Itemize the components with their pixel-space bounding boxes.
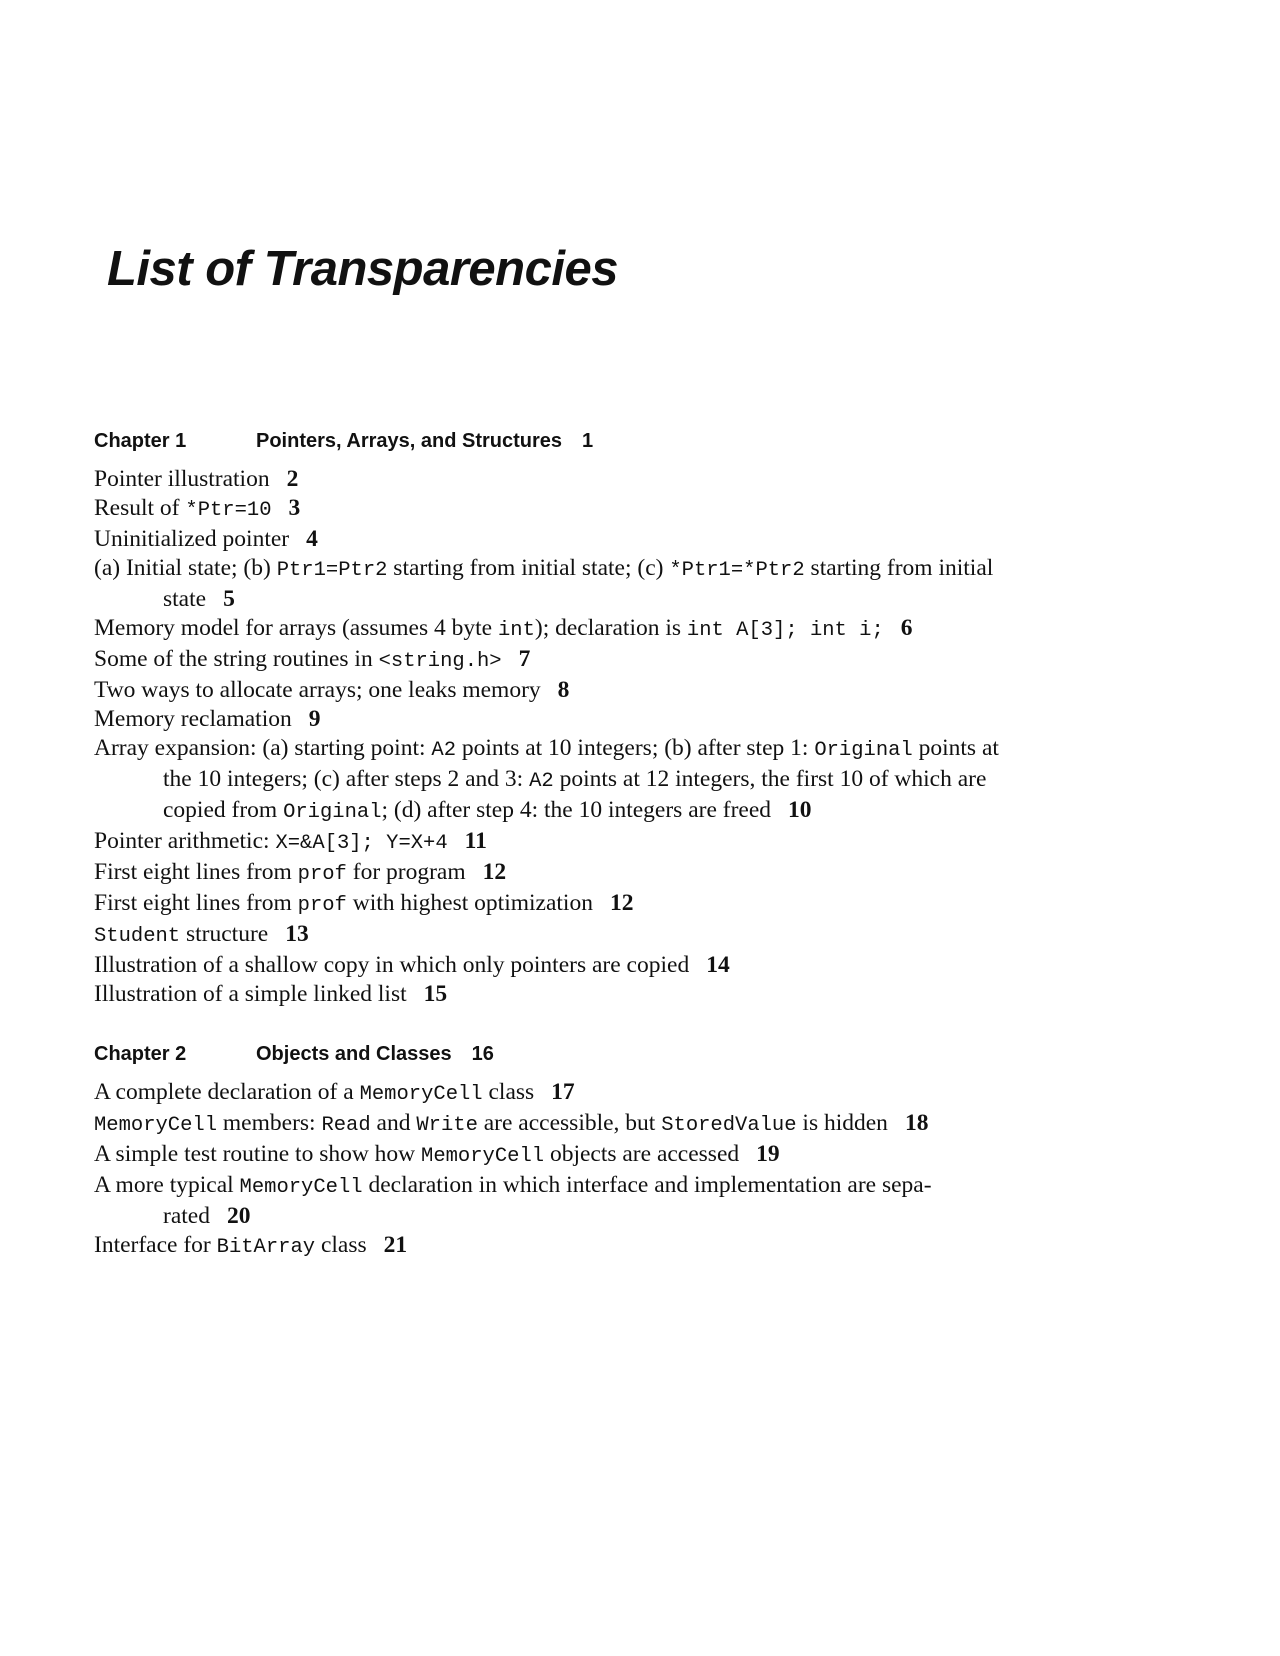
code-text: X=&A[3]; Y=X+4 [275,832,448,855]
entry-text: and [370,1110,417,1136]
list-item [94,465,1014,494]
entry-text: starting from initial state; (c) [387,555,670,581]
entry-text: First eight lines from [94,890,298,916]
list-item [94,889,1014,920]
page-number: 9 [308,706,321,732]
code-text: Original [814,739,913,762]
page-number: 13 [285,921,309,947]
page-number: 12 [482,859,507,885]
list-item [94,1171,1014,1231]
entry-text: Pointer illustration [94,466,270,492]
entry-text: (a) Initial state; (b) [94,555,277,581]
entry-text: Memory model for arrays (assumes 4 byte [94,615,498,641]
entry-text: Some of the string routines in [94,646,379,672]
code-text: int A[3]; int i; [686,619,884,642]
page-number: 10 [788,797,812,823]
code-text: *Ptr=10 [185,499,272,522]
page-number: 19 [756,1141,780,1167]
code-text: BitArray [216,1236,316,1259]
entry-text: Illustration of a shallow copy in which only pointers are copied [94,952,690,978]
chapter-title: Objects and Classes [256,1043,452,1065]
list-item [94,1109,1014,1140]
code-text: Read [321,1114,371,1137]
list-item [94,554,1014,614]
page-number: 7 [518,646,531,672]
list-item [94,734,1014,827]
entry-text: Memory reclamation [94,706,292,732]
entry-text: declaration in which interface and implementation are sepa-rated [163,1172,932,1229]
list-item [94,980,1014,1009]
page-number: 18 [904,1110,929,1136]
code-text: MemoryCell [239,1176,363,1199]
entry-text: points at 12 integers, the first 10 of which are copied from [163,766,987,823]
entry-text: points at the 10 integers; (c) after steps 2 and 3: [163,735,999,792]
list-item [94,1231,1014,1262]
page-number: 15 [423,981,448,1007]
page-number: 21 [383,1232,408,1258]
entry-text: is hidden [796,1110,888,1136]
entry-text: for program [346,859,466,885]
chapter-2-section [94,1040,1014,1262]
list-item [94,494,1014,525]
entry-text: ; (d) after step 4: the 10 integers are freed [381,797,772,823]
list-item [94,920,1014,951]
code-text: *Ptr1=*Ptr2 [669,559,805,582]
entry-text: class [315,1232,367,1258]
code-text: A2 [431,739,457,762]
code-text: A2 [529,770,554,793]
entry-text: with highest optimization [346,890,593,916]
page-title: List of Transparencies [107,242,618,296]
entry-text: objects are accessed [544,1141,740,1167]
page-number: 20 [226,1203,251,1229]
entry-text: Two ways to allocate arrays; one leaks memory [94,677,541,703]
entry-text: A more typical [94,1172,240,1198]
chapter-label: Chapter 2 [94,1043,187,1065]
entry-text: Array expansion: (a) starting point: [94,735,432,761]
list-item [94,525,1014,554]
entry-text: points at 10 integers; (b) after step 1: [456,735,815,761]
entry-text: A complete declaration of a [94,1079,360,1105]
page-number: 4 [306,526,318,552]
page-number: 6 [900,615,913,641]
list-item [94,951,1014,980]
page-number: 14 [706,952,730,978]
code-text: Student [94,925,181,948]
transparency-list [94,465,1014,1009]
entry-text: ); declaration is [534,615,687,641]
chapter-title: Pointers, Arrays, and Structures [256,430,563,452]
page-number: 11 [464,828,487,854]
code-text: StoredValue [661,1114,797,1137]
list-item [94,645,1014,676]
chapter-1-section [94,427,1014,1009]
chapter-page-number: 1 [582,430,594,452]
page-number: 17 [551,1079,575,1105]
entry-text: Result of [94,495,186,521]
list-item [94,705,1014,734]
entry-text: Interface for [94,1232,217,1258]
list-item [94,614,1014,645]
code-text: prof [297,863,347,886]
transparency-list [94,1078,1014,1262]
code-text: MemoryCell [94,1114,218,1137]
page-number: 8 [557,677,570,703]
list-item [94,1078,1014,1109]
entry-text: Illustration of a simple linked list [94,981,407,1007]
list-item [94,676,1014,705]
entry-text: First eight lines from [94,859,298,885]
entry-text: class [482,1079,535,1105]
page-number: 2 [286,466,299,492]
list-item [94,827,1014,858]
entry-text: are accessible, but [477,1110,662,1136]
code-text: MemoryCell [421,1145,545,1168]
chapter-heading [94,1040,1014,1068]
chapter-page-number: 16 [471,1043,494,1065]
entry-text: starting from initial state [163,555,994,612]
entry-text: members: [217,1110,322,1136]
chapter-label: Chapter 1 [94,430,187,452]
entry-text: Pointer arithmetic: [94,828,276,854]
code-text: MemoryCell [359,1083,483,1106]
code-text: Original [283,801,382,824]
code-text: <string.h> [378,650,502,673]
page-number: 5 [223,586,235,612]
list-item [94,1140,1014,1171]
chapter-heading [94,427,1014,455]
page-number: 3 [288,495,301,521]
entry-text: A simple test routine to show how [94,1141,422,1167]
list-item [94,858,1014,889]
code-text: Ptr1=Ptr2 [276,559,388,582]
code-text: Write [416,1114,478,1137]
entry-text: Uninitialized pointer [94,526,290,552]
entry-text: structure [180,921,269,947]
code-text: int [497,619,535,642]
page-number: 12 [609,890,634,916]
code-text: prof [297,894,347,917]
